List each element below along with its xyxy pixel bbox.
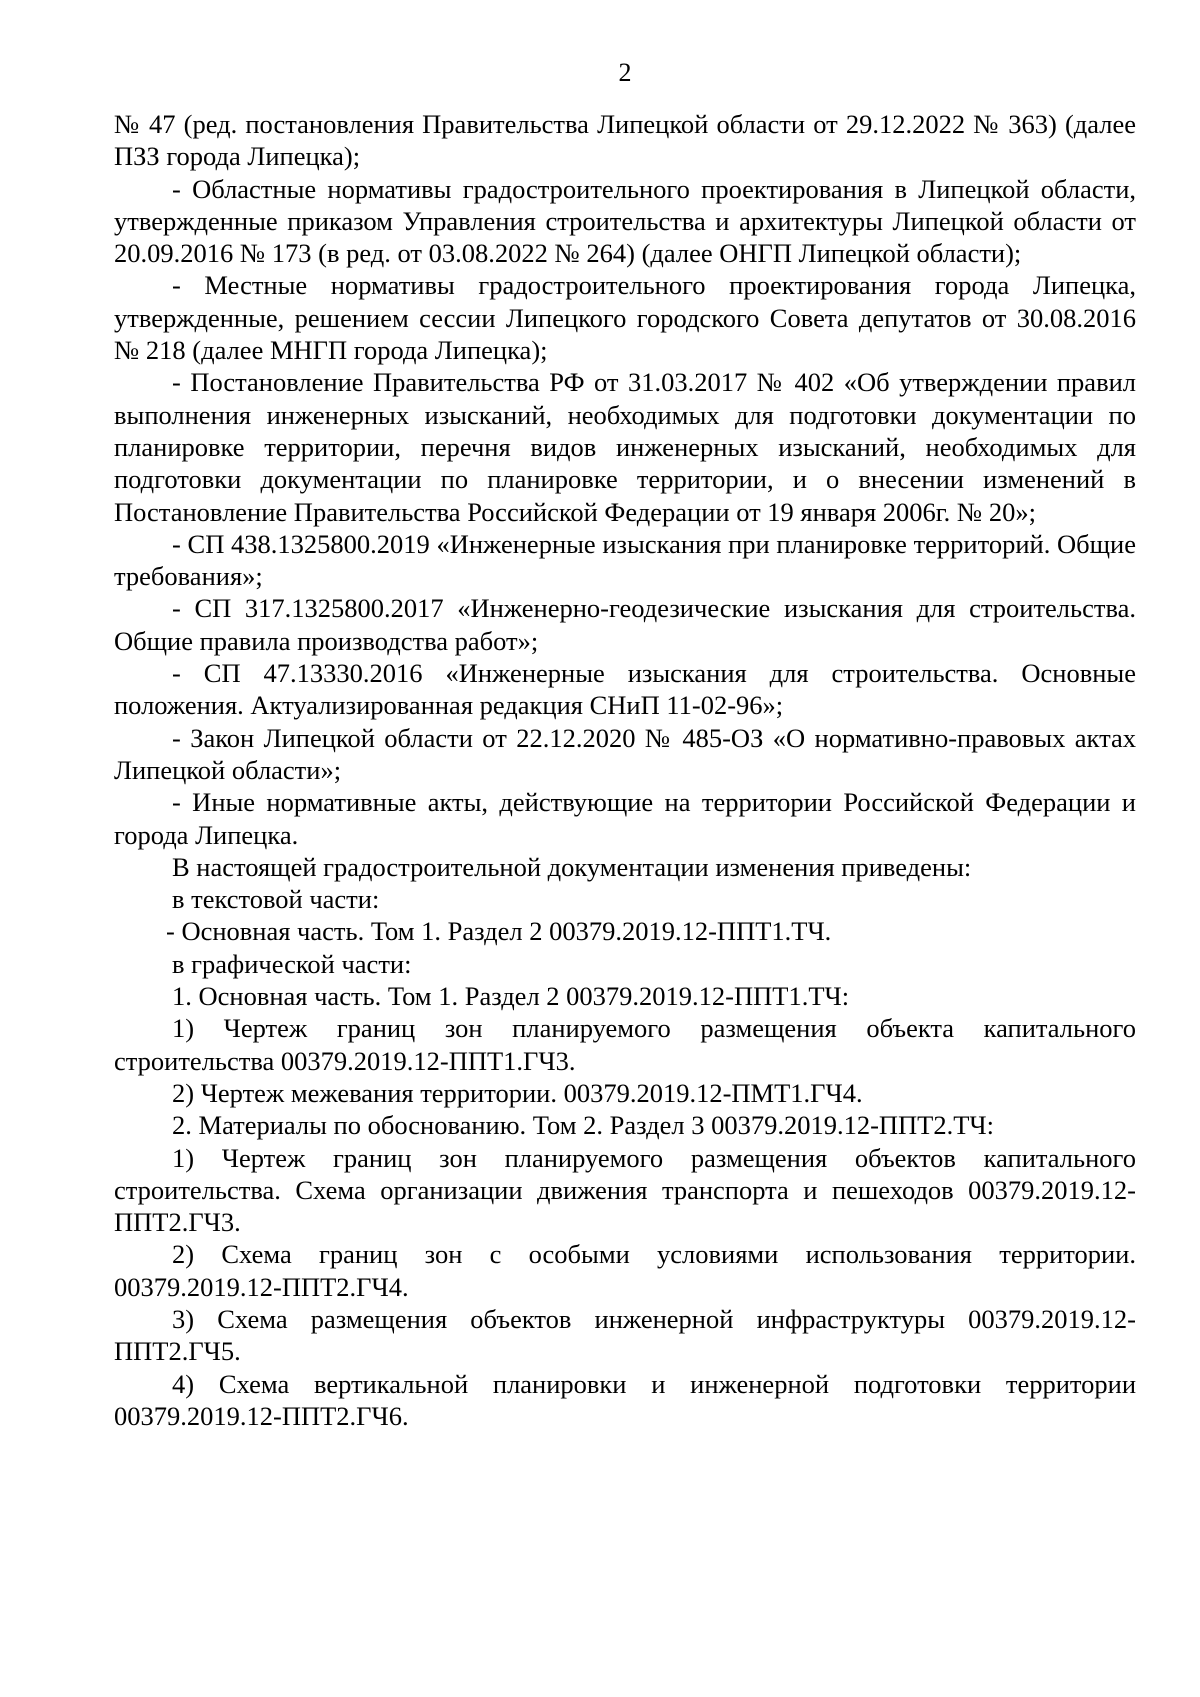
list-item-graphic-main-2: 2) Чертеж межевания территории. 00379.2019.12-ПМТ1.ГЧ4. — [172, 1077, 863, 1108]
list-item-inye-akty: - Иные нормативные акты, действующие на территории Российской Федерации и города Липецка. — [114, 787, 1136, 850]
list-item-sp-438: - СП 438.1325800.2019 «Инженерные изыскания при планировке территорий. Общие требования»; — [114, 528, 1136, 592]
list-item-text-part-main: - Основная часть. Том 1. Раздел 2 00379.2019.12-ППТ1.ТЧ. — [166, 916, 832, 947]
paragraph-text-part: в текстовой части: — [172, 884, 380, 915]
list-item-sp-317: - СП 317.1325800.2017 «Инженерно-геодезические изыскания для строительства. Общие правила производства работ»; — [114, 593, 1136, 656]
list-item-graphic-main-1: 1) Чертеж границ зон планируемого размещения объекта капитального строительства 00379.2019.12-ППТ1.ГЧ3. — [114, 1013, 1136, 1076]
paragraph-changes-intro: В настоящей градостроительной документации изменения приведены: — [172, 851, 972, 882]
list-item-graphic-justification-1: 1) Чертеж границ зон планируемого размещения объектов капитального строительства. Схема организации движения транспорта и пешеходов 00379.2019.12-ППТ2.ГЧ3. — [114, 1142, 1136, 1238]
list-item-graphic-justification-4: 4) Схема вертикальной планировки и инженерной подготовки территории 00379.2019.12-ППТ2.ГЧ6. — [114, 1368, 1136, 1431]
list-item-ongp: - Областные нормативы градостроительного проектирования в Липецкой области, утвержденные приказом Управления строительства и архитектуры Липецкой области от 20.09.2016 № 173 (в ред. от 03.08.2022 № 264) (далее ОНГП Липецкой области); — [114, 173, 1136, 269]
list-item-graphic-justification: 2. Материалы по обоснованию. Том 2. Раздел 3 00379.2019.12-ППТ2.ТЧ: — [172, 1110, 995, 1141]
list-item-graphic-justification-2: 2) Схема границ зон с особыми условиями использования территории. 00379.2019.12-ППТ2.ГЧ4. — [114, 1239, 1136, 1302]
page-number: 2 — [618, 58, 632, 87]
list-item-mngp: - Местные нормативы градостроительного проектирования города Липецка, утвержденные, решением сессии Липецкого городского Совета депутатов от 30.08.2016 № 218 (далее МНГП города Липецка); — [114, 270, 1136, 366]
list-item-graphic-main: 1. Основная часть. Том 1. Раздел 2 00379.2019.12-ППТ1.ТЧ: — [172, 981, 850, 1012]
list-item-graphic-justification-3: 3) Схема размещения объектов инженерной инфраструктуры 00379.2019.12-ППТ2.ГЧ5. — [114, 1303, 1136, 1367]
paragraph-pzz-continuation: № 47 (ред. постановления Правительства Липецкой области от 29.12.2022 № 363) (далее ПЗЗ города Липецка); — [114, 109, 1136, 172]
paragraph-graphic-part: в графической части: — [172, 948, 412, 979]
list-item-zakon-485: - Закон Липецкой области от 22.12.2020 № 485-ОЗ «О нормативно-правовых актах Липецкой области»; — [114, 722, 1136, 785]
list-item-sp-47: - СП 47.13330.2016 «Инженерные изыскания для строительства. Основные положения. Актуализированная редакция СНиП 11-02-96»; — [114, 658, 1136, 721]
list-item-postanovlenie-402: - Постановление Правительства РФ от 31.03.2017 № 402 «Об утверждении правил выполнения инженерных изысканий, необходимых для подготовки документации по планировке территории, перечня видов инженерных изысканий, необходимых для подготовки документации по планировке территории, и о внесении изменений в Постановление Правительства Российской Федерации от 19 января 2006г. № 20»; — [114, 367, 1136, 527]
document-body — [114, 108, 1136, 1432]
